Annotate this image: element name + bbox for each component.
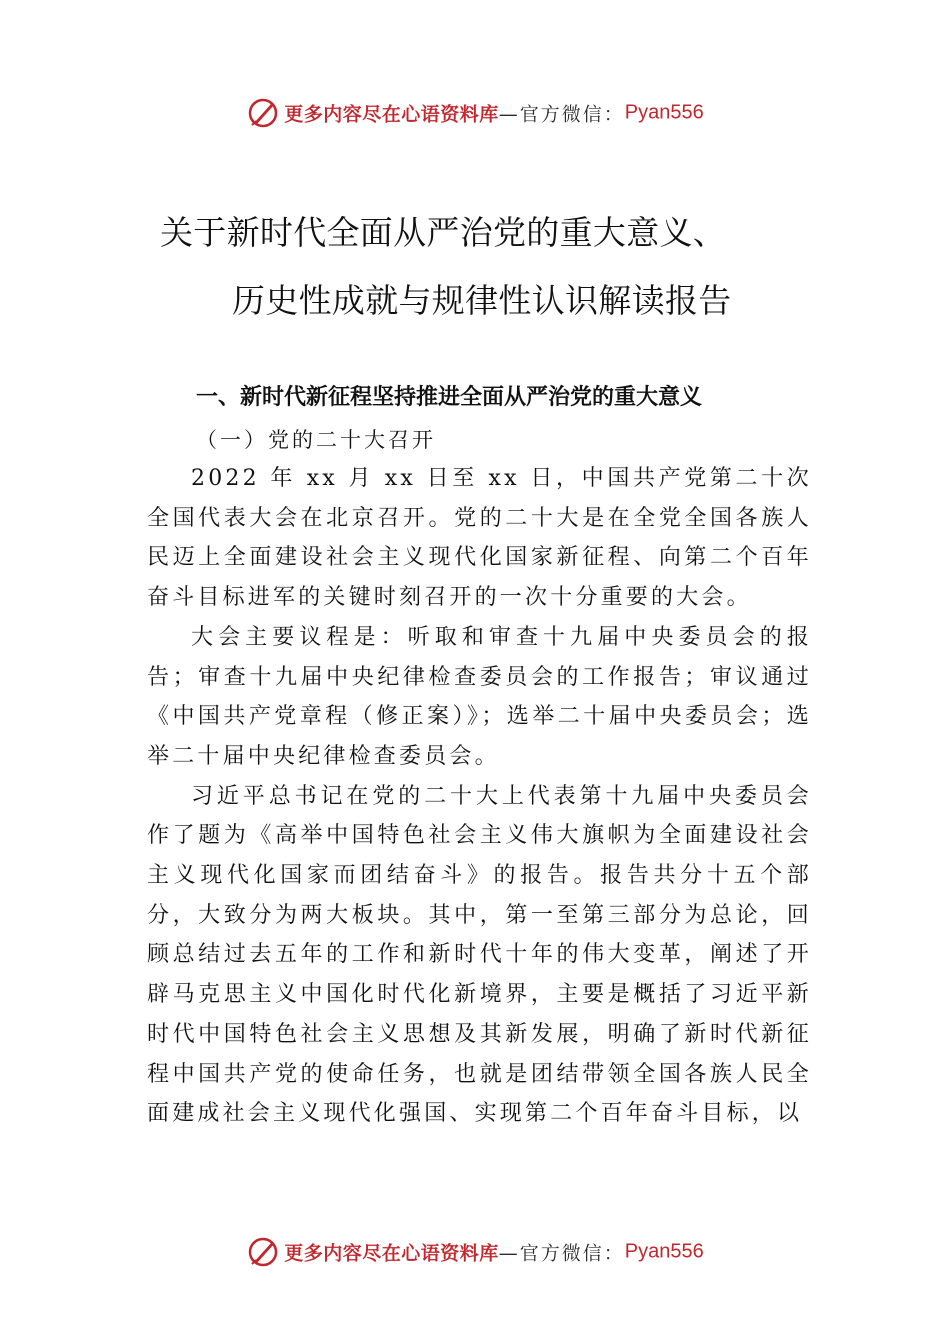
watermark-prefix: 更多内容尽在心语资料库 bbox=[284, 103, 499, 126]
section-heading: 一、新时代新征程坚持推进全面从严治党的重大意义 bbox=[196, 385, 703, 410]
watermark-dash-text: —官方微信： bbox=[498, 1242, 625, 1265]
document-title-line-1: 关于新时代全面从严治党的重大意义、 bbox=[160, 213, 727, 252]
body-paragraph-1: 2022 年 xx 月 xx 日至 xx 日，中国共产党第二十次全国代表大会在北京召开。党的二十大是在全党全国各族人民迈上全面建设社会主义现代化国家新征程、向第二个百年奋斗目标进军的关键时刻召开的一次十分重要的大会。 bbox=[147, 466, 812, 611]
subsection-heading: （一）党的二十大召开 bbox=[196, 428, 436, 452]
watermark-wechat-id: Pyan556 bbox=[624, 1240, 704, 1263]
footer-watermark bbox=[0, 1235, 950, 1269]
watermark-wechat-id: Pyan556 bbox=[624, 101, 704, 124]
body-paragraph-3: 习近平总书记在党的二十大上代表第十九届中央委员会作了题为《高举中国特色社会主义伟大旗帜为全面建设社会主义现代化国家而团结奋斗》的报告。报告共分十五个部分，大致分为两大板块。其中，第一至第三部分为总论，回顾总结过去五年的工作和新时代十年的伟大变革，阐述了开辟马克思主义中国化时代化新境界，主要是概括了习近平新时代中国特色社会主义思想及其新发展，明确了新时代新征程中国共产党的使命任务，也就是团结带领全国各族人民全面建成社会主义现代化强国、实现第二个百年奋斗目标，以 bbox=[147, 783, 812, 1127]
document-title-line-2: 历史性成就与规律性认识解读报告 bbox=[232, 281, 732, 320]
quill-pen-logo-icon bbox=[246, 1235, 280, 1269]
watermark-dash-text: —官方微信： bbox=[498, 103, 625, 126]
document-body bbox=[147, 459, 812, 1134]
body-paragraph-2: 大会主要议程是：听取和审查十九届中央委员会的报告；审查十九届中央纪律检查委员会的工作报告；审议通过《中国共产党章程（修正案）》；选举二十届中央委员会；选举二十届中央纪律检查委员会。 bbox=[147, 624, 812, 769]
quill-pen-logo-icon bbox=[246, 96, 280, 130]
watermark-prefix: 更多内容尽在心语资料库 bbox=[284, 1242, 499, 1265]
header-watermark bbox=[0, 96, 950, 130]
